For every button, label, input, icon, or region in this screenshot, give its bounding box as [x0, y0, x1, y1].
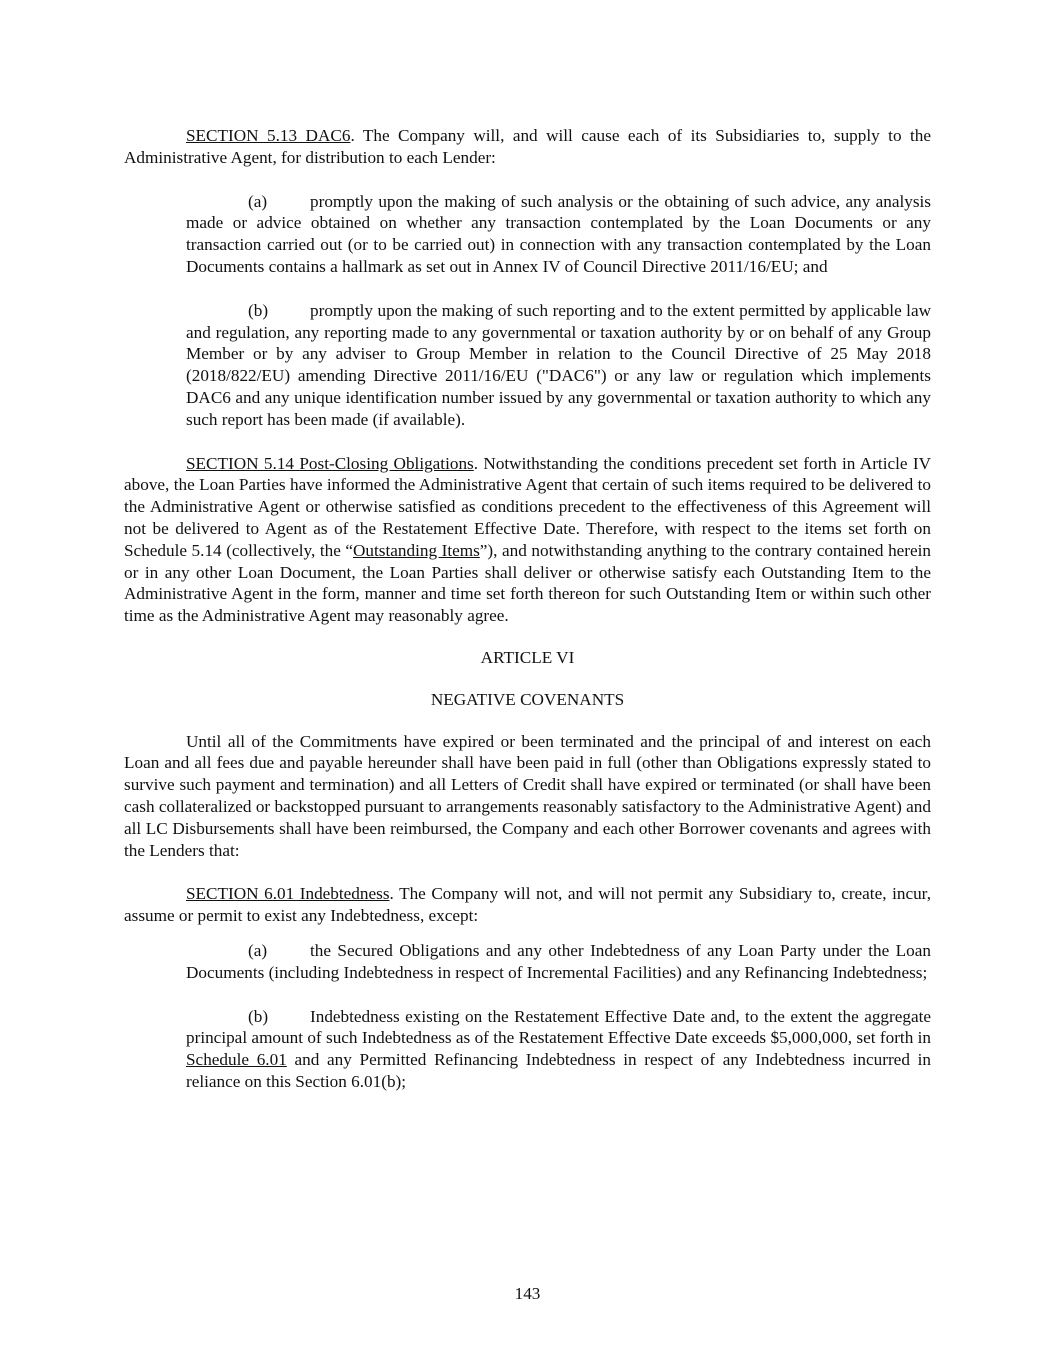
clause-text-1: Indebtedness existing on the Restatement Effective Date and, to the extent the aggregate principal amount of such Indebtedness as of the Restatement Effective Date exceeds $5,000,000, set forth in [186, 1006, 931, 1048]
clause-text: the Secured Obligations and any other Indebtedness of any Loan Party under the Loan Documents (including Indebtedness in respect of Incremental Facilities) and any Refinancing Indebtedness; [186, 940, 931, 982]
section-5-14-heading: SECTION 5.14 Post-Closing Obligations [186, 453, 474, 473]
section-5-14-text-1: . Notwithstanding the conditions precedent set forth in Article IV above, the Loan Parties have informed the Administrative Agent that certain of such items required to be delivered to the Administrative Agent or otherwise satisfied as conditions precedent to the effectiveness of this Agreement will not be delivered to Agent as of the Restatement Effective Date. Therefore, with respect to the items set forth on Schedule 5.14 (collectively, the “ [124, 453, 931, 560]
section-6-01-clause-b [186, 1006, 931, 1093]
clause-text-2: and any Permitted Refinancing Indebtedness in respect of any Indebtedness incurred in reliance on this Section 6.01(b); [186, 1050, 931, 1091]
section-6-01-clause-a [186, 940, 931, 984]
schedule-6-01-reference: Schedule 6.01 [186, 1050, 287, 1070]
clause-label: (b) [248, 1006, 269, 1026]
clause-label: (a) [248, 191, 268, 211]
section-5-14-text-2: ”), and notwithstanding anything to the contrary contained herein or in any other Loan Document, the Loan Parties shall deliver or otherwise satisfy each Outstanding Item to the Administrative Agent in the form, manner and time set forth thereon for such Outstanding Item or within such other time as the Administrative Agent may reasonably agree. [124, 540, 932, 626]
clause-label: (a) [248, 940, 268, 960]
clause-label: (b) [248, 300, 269, 320]
section-6-01-intro [124, 883, 931, 927]
section-5-13-heading: SECTION 5.13 DAC6 [186, 126, 351, 145]
clause-text: promptly upon the making of such analysis or the obtaining of such advice, any analysis made or advice obtained on whether any transaction contemplated by the Loan Documents or any transaction carried out (or to be carried out) in connection with any transaction contemplated by the Loan Documents contains a hallmark as set out in Annex IV of Council Directive 2011/16/EU; and [186, 191, 931, 276]
section-6-01-intro-text: . The Company will not, and will not permit any Subsidiary to, create, incur, assume or permit to exist any Indebtedness, except: [124, 884, 931, 926]
section-5-13-intro-text: . The Company will, and will cause each of its Subsidiaries to, supply to the Administrative Agent, for distribution to each Lender: [124, 126, 932, 167]
defined-term-outstanding-items: Outstanding Items [353, 540, 480, 560]
section-5-14 [124, 453, 931, 627]
section-5-13-clause-b [186, 300, 931, 431]
section-5-13-intro [124, 125, 931, 169]
document-page [124, 125, 931, 1093]
article-vi-intro: Until all of the Commitments have expired or been terminated and the principal of and interest on each Loan and all fees due and payable hereunder shall have been paid in full (other than Obligations expressly stated to survive such payment and termination) and all Letters of Credit shall have expired or terminated (or shall have been cash collateralized or backstopped pursuant to arrangements reasonably satisfactory to the Administrative Agent) and all LC Disbursements shall have been reimbursed, the Company and each other Borrower covenants and agrees with the Lenders that: [124, 731, 931, 860]
page-number: 143 [514, 1284, 541, 1303]
article-title: NEGATIVE COVENANTS [430, 689, 625, 709]
section-5-13-clause-a [186, 191, 931, 278]
article-number: ARTICLE VI [480, 647, 575, 667]
section-6-01-heading: SECTION 6.01 Indebtedness [186, 884, 390, 904]
clause-text: promptly upon the making of such reporting and to the extent permitted by applicable law and regulation, any reporting made to any governmental or taxation authority by or on behalf of any Group Member or by any adviser to Group Member in relation to the Council Directive of 25 May 2018 (2018/822/EU) amending Directive 2011/16/EU ("DAC6") or any law or regulation which implements DAC6 and any unique identification number issued by any governmental or taxation authority to which any such report has been made (if available). [186, 300, 931, 429]
